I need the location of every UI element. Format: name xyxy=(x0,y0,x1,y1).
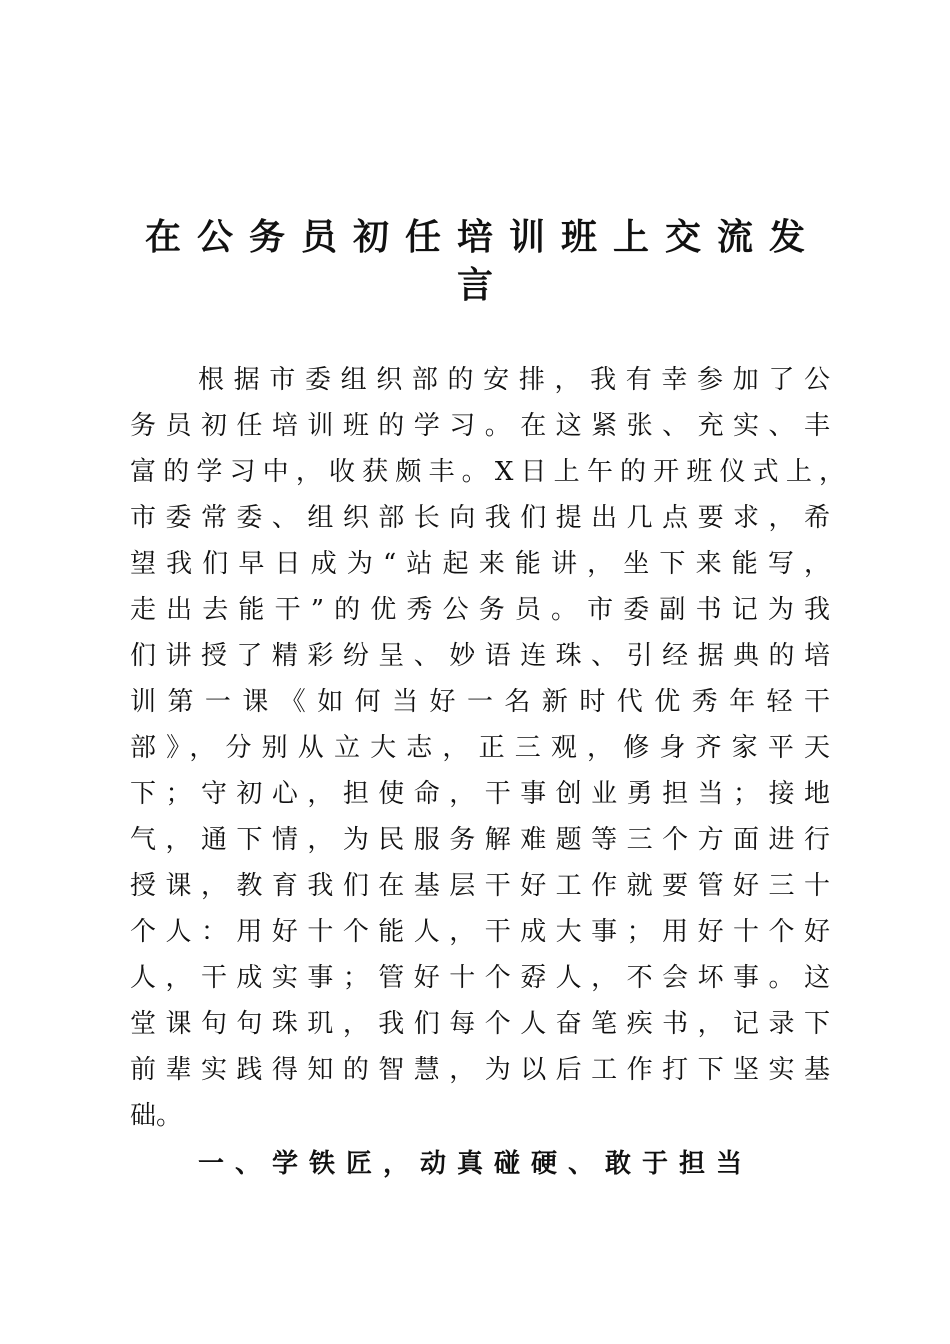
paragraph-line: 下；守初心，担使命，干事创业勇担当；接地 xyxy=(130,779,830,809)
paragraph-line: 堂课句句珠玑，我们每个人奋笔疾书，记录下 xyxy=(130,1009,830,1039)
paragraph-line: 市委常委、组织部长向我们提出几点要求，希 xyxy=(130,503,830,533)
document-title-line-2: 言 xyxy=(456,265,493,306)
paragraph-line: 望我们早日成为“站起来能讲，坐下来能写， xyxy=(130,549,830,579)
section-heading: 一、学铁匠，动真碰硬、敢于担当 xyxy=(198,1149,754,1179)
paragraph-line: 走出去能干”的优秀公务员。市委副书记为我 xyxy=(130,595,830,625)
paragraph-line: 础。 xyxy=(130,1101,183,1131)
paragraph-line: 根据市委组织部的安排，我有幸参加了公 xyxy=(198,365,830,395)
paragraph-line: 富的学习中，收获颇丰。X日上午的开班仪式上， xyxy=(130,457,845,487)
paragraph-line: 气，通下情，为民服务解难题等三个方面进行 xyxy=(130,825,830,855)
paragraph-line: 人，干成实事；管好十个孬人，不会坏事。这 xyxy=(130,963,830,993)
paragraph-line: 个人：用好十个能人，干成大事；用好十个好 xyxy=(130,917,830,947)
document-title-line-1: 在公务员初任培训班上交流发 xyxy=(144,217,821,258)
paragraph-line: 们讲授了精彩纷呈、妙语连珠、引经据典的培 xyxy=(130,641,830,671)
paragraph-line: 前辈实践得知的智慧，为以后工作打下坚实基 xyxy=(130,1055,830,1085)
paragraph-line: 部》，分别从立大志，正三观，修身齐家平天 xyxy=(130,733,830,763)
paragraph-line: 训第一课《如何当好一名新时代优秀年轻干 xyxy=(130,687,830,717)
paragraph-line: 授课，教育我们在基层干好工作就要管好三十 xyxy=(130,871,830,901)
paragraph-line: 务员初任培训班的学习。在这紧张、充实、丰 xyxy=(130,411,830,441)
